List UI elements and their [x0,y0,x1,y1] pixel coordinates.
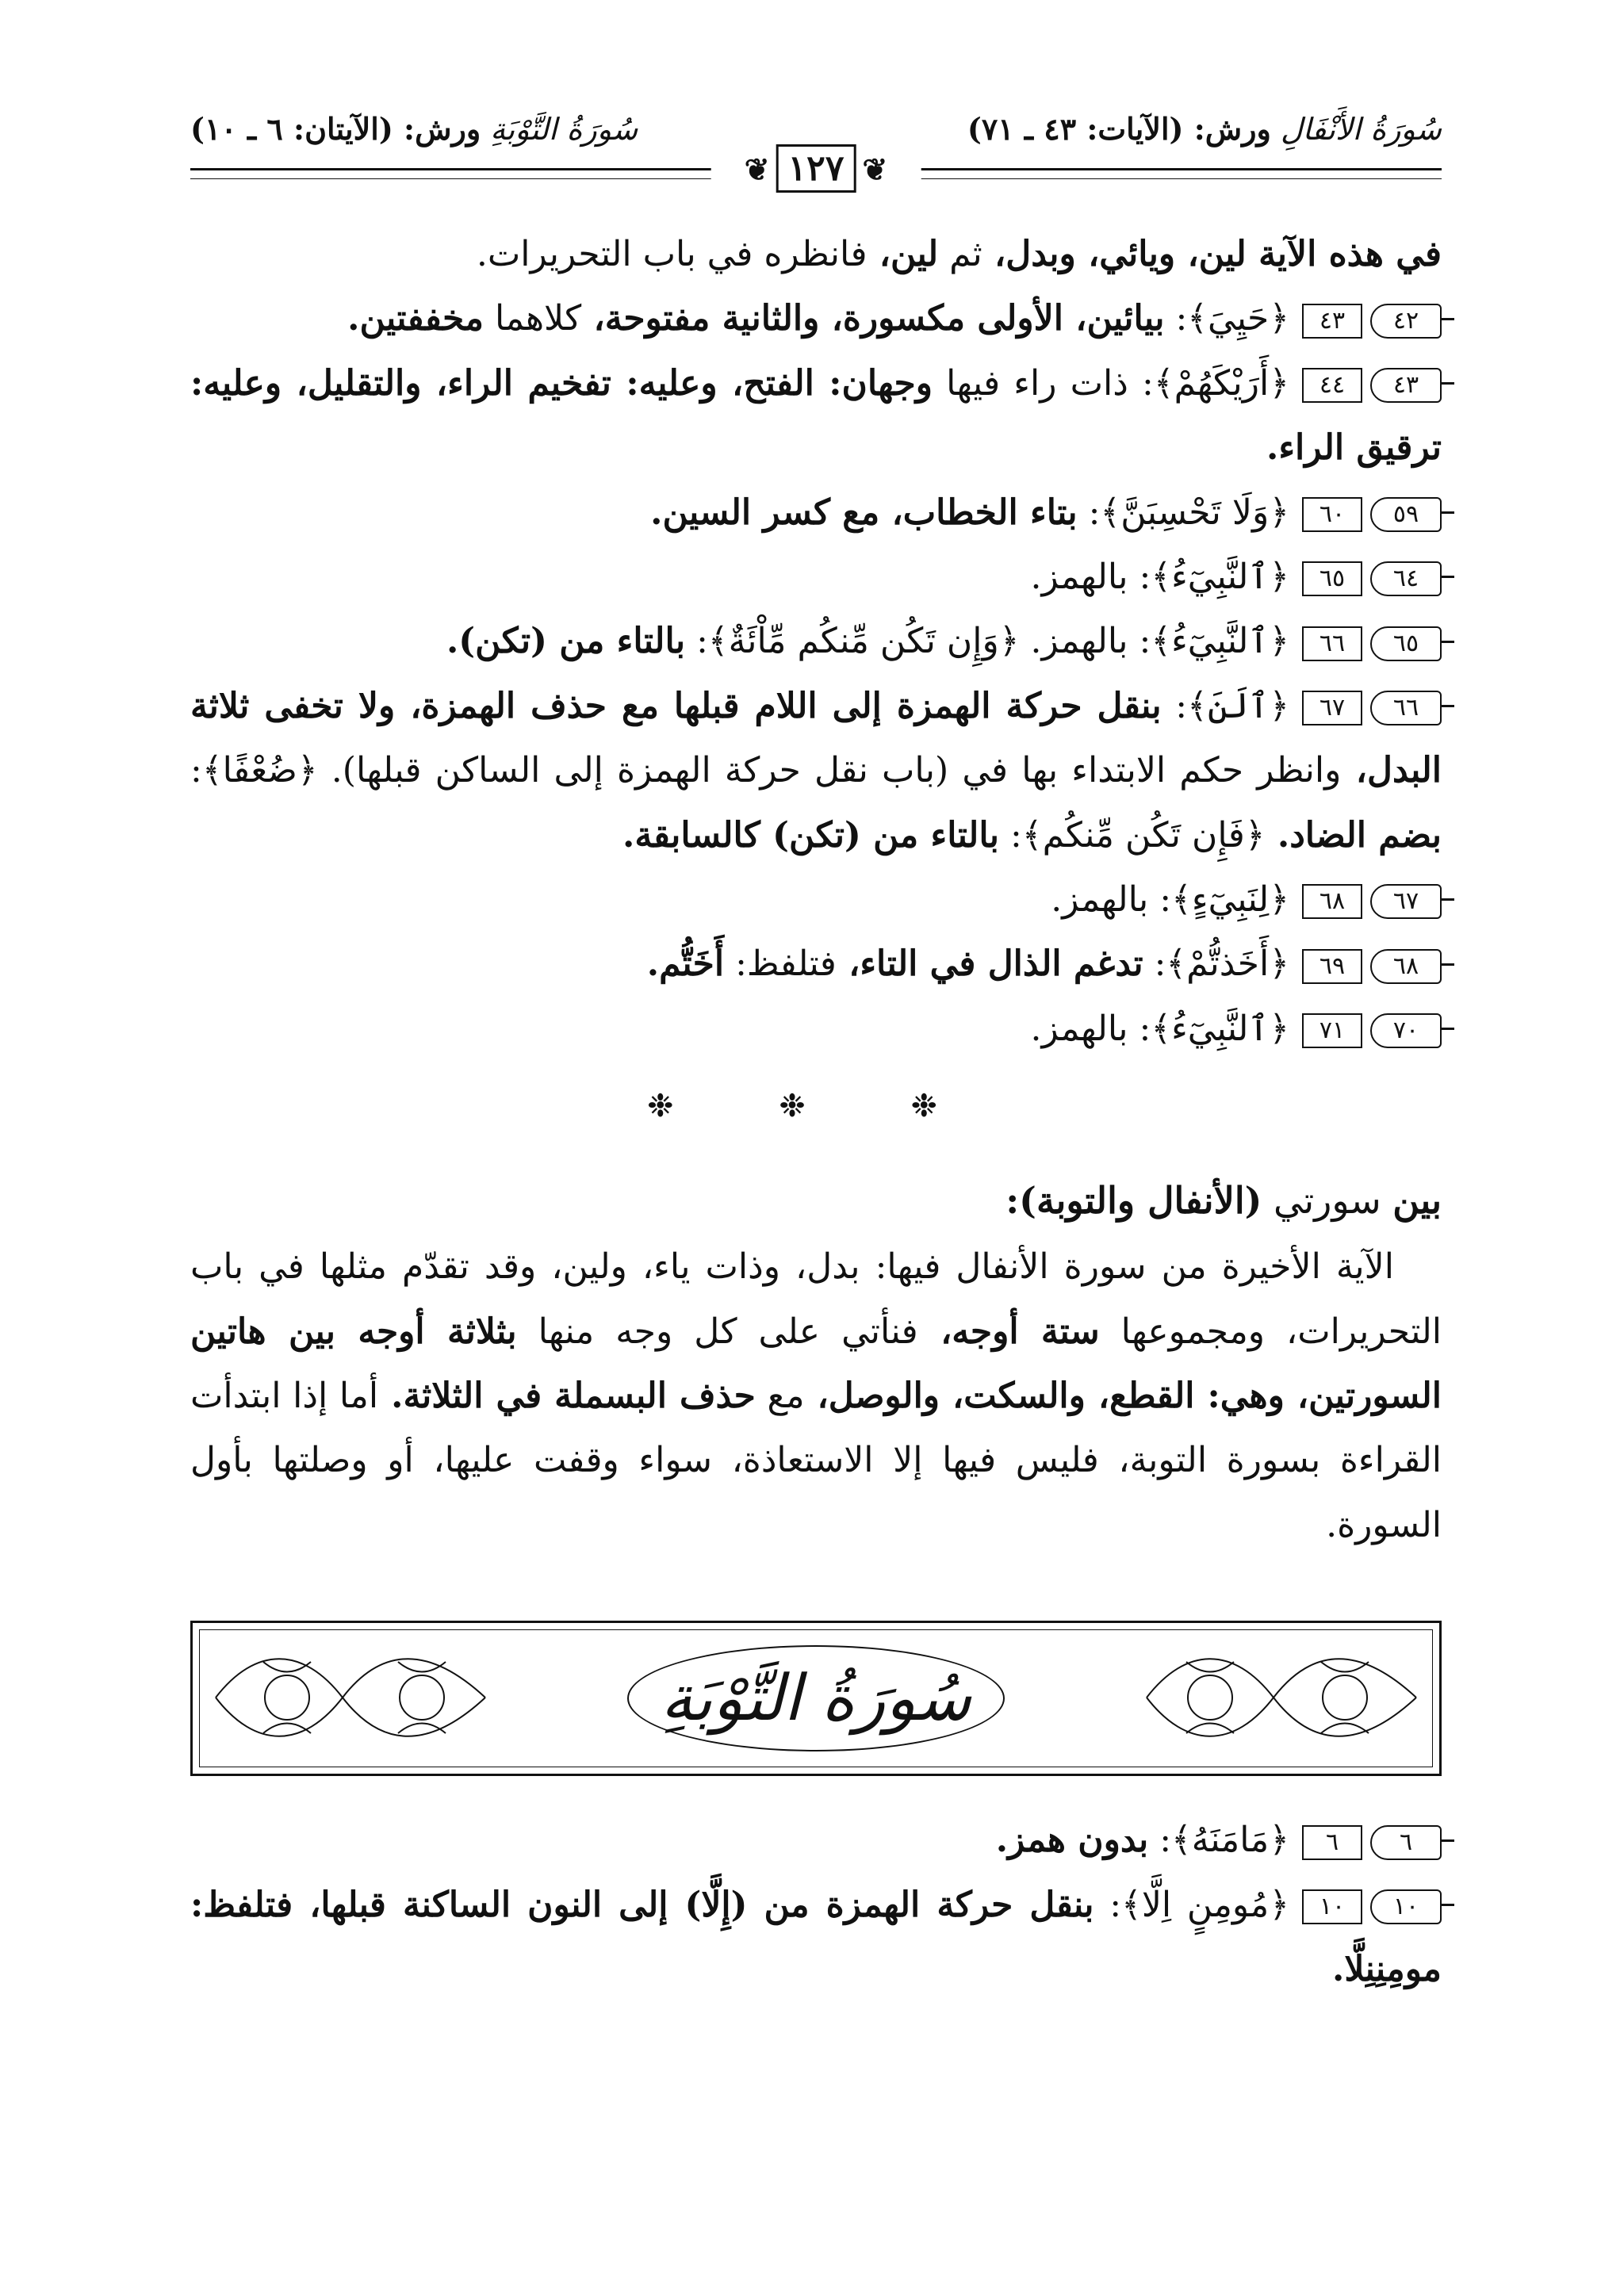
header-right-text: ورش: (الآيات: ٤٣ ـ ٧١) [967,111,1271,147]
verse-marker [1302,949,1442,984]
sura-name-anfal: سُورَةُ الأَنْفَالِ [1280,112,1442,147]
text-run: ﴿ٱلنَّبِيٓءُ﴾: بالهمز. ﴿وَإِن تَكُن مِّنكُم مِّاْئَةٌ﴾: [685,621,1289,662]
text-run: وبدل، [982,234,1076,274]
text-run: في هذه الآية [1246,234,1442,274]
section-heading-bold: (الأنفال والتوبة): [1005,1179,1262,1223]
verse-marker [1302,561,1442,596]
section-divider-stars: ❉ ❉ ❉ [647,1088,985,1125]
text-run: ﴿أَرَيْكَهُمْ﴾: ذات راء فيها [933,362,1289,404]
verse-number-madani: ٤٣ [1370,368,1442,403]
text-run: بدون همز. [995,1820,1149,1861]
tawbah-entry [190,1873,1442,2002]
text-run: ستة أوجه، [917,1311,1100,1352]
text-run: فتلفظ: [724,944,837,985]
text-run: مع [755,1375,805,1416]
verse-number-madani: ٦ [1370,1825,1442,1860]
header-left [190,111,638,147]
text-run: ويائي، [1075,234,1176,274]
text-run: ﴿ٱلَنَ﴾: [1161,685,1290,726]
text-run: أَخَتُّم. [646,944,725,985]
text-run: بنقل حركة الهمزة من (إِلَّا) إلى النون الساكنة قبلها، فتلفظ: مومِنِنِلَّا. [190,1884,1442,1989]
verse-marker [1302,1825,1442,1860]
verse-number-kufi: ٦٨ [1302,884,1362,919]
text-run: حذف البسملة في الثلاثة. [378,1375,756,1416]
verse-number-kufi: ٧١ [1302,1013,1362,1048]
verse-marker [1302,497,1442,532]
text-run: بثلاثة أوجه بين هاتين السورتين، وهي: القطع، والسكت، والوصل، [190,1311,1442,1416]
verse-number-kufi: ٦ [1302,1825,1362,1860]
text-run: تدغم الذال في التاء، [836,944,1143,985]
verse-number-kufi: ٦٦ [1302,626,1362,661]
anfal-entry [190,609,1442,673]
text-run: ﴿لِنَبِيٓءٍ﴾: بالهمز. [1051,879,1289,920]
verse-number-madani: ٧٠ [1370,1013,1442,1048]
sura-name-tawbah: سُورَةُ التَّوْبَةِ [490,112,638,147]
text-run: ثم [938,234,982,274]
text-run: الآية الأخيرة من سورة الأنفال فيها: بدل، وذات ياء، ولين، وقد تقدّم مثلها في باب التحريرات، ومجموعها [190,1246,1442,1352]
text-run: بالتاء من (تكن) كالسابقة. [622,814,999,856]
text-run: بالتاء من (تكن). [446,621,686,662]
text-run: لين، [1175,234,1247,274]
text-run: وانظر حكم الابتداء بها في (باب نقل حركة الهمزة إلى الساكن قبلها). ﴿ضُعْفًا﴾: [190,750,1342,791]
verse-number-madani: ٦٧ [1370,884,1442,919]
anfal-entry [190,674,1442,867]
text-run: ﴿ٱلنَّبِيٓءُ﴾: بالهمز. [1030,1008,1289,1049]
verse-number-madani: ٦٥ [1370,626,1442,661]
tawbah-entries [190,1808,1442,2001]
tawbah-entry [190,1808,1442,1872]
verse-number-madani: ٥٩ [1370,497,1442,532]
page-content [190,222,1442,2001]
anfal-entry [190,286,1442,350]
verse-marker [1302,1889,1442,1924]
verse-number-madani: ١٠ [1370,1889,1442,1924]
verse-number-madani: ٤٢ [1370,304,1442,339]
text-run: ﴿مُومِنٍ اِلَّا﴾: [1094,1884,1289,1925]
anfal-entry [190,545,1442,609]
sura-banner [190,1621,1442,1776]
sura-banner-frame [199,1629,1433,1767]
anfal-entry [190,932,1442,996]
text-run: ﴿حَيِيَ﴾: [1164,298,1289,339]
anfal-entries [190,222,1442,1061]
text-run: كلاهما [483,298,582,339]
section-heading-prefix: بين [1392,1179,1442,1223]
verse-marker [1302,884,1442,919]
verse-number-kufi: ٦٧ [1302,691,1362,725]
arabesque-left-icon [208,1638,493,1757]
verse-number-kufi: ٦٥ [1302,561,1362,596]
text-run: بتاء الخطاب، مع كسر السين. [650,492,1078,533]
verse-marker [1302,304,1442,339]
verse-marker [1302,368,1442,403]
text-run: بنقل حركة الهمزة إلى اللام قبلها مع حذف الهمزة، ولا تخفى ثلاثة البدل، [190,685,1442,791]
section-heading [190,1167,1442,1235]
anfal-entry [190,222,1442,286]
text-run: ﴿ٱلنَّبِيٓءُ﴾: بالهمز. [1030,556,1289,597]
verse-marker [1302,626,1442,661]
text-run: بيائين، الأولى مكسورة، والثانية مفتوحة، [581,298,1165,339]
text-run: ﴿مَامَنَهُ﴾: [1148,1820,1289,1861]
verse-number-kufi: ٦٠ [1302,497,1362,532]
ornament-icon: ❦ [862,151,888,187]
verse-number-kufi: ١٠ [1302,1889,1362,1924]
verse-number-kufi: ٦٩ [1302,949,1362,984]
verse-number-kufi: ٤٤ [1302,368,1362,403]
header-left-text: ورش: (الآيتان: ٦ ـ ١٠) [190,111,481,147]
anfal-entry [190,997,1442,1061]
section-heading-mid: سورتي [1262,1179,1393,1223]
text-run: مخففتين. [347,298,484,339]
text-run: أما إذا ابتدأت القراءة بسورة التوبة، فليس فيها إلا الاستعاذة، سواء وقفت عليها، أو وصلتها بأول السورة. [190,1375,1442,1545]
verse-number-madani: ٦٤ [1370,561,1442,596]
verse-marker [1302,691,1442,725]
verse-marker [1302,1013,1442,1048]
text-run: وجهان: الفتح، وعليه: تفخيم الراء، والتقليل، وعليه: ترقيق الراء. [190,362,1442,469]
verse-number-kufi: ٤٣ [1302,304,1362,339]
text-run: ﴿أَخَذتُّمْ﴾: [1143,944,1289,985]
text-run: لين، [867,234,939,274]
anfal-entry [190,867,1442,932]
ornament-icon: ❦ [744,151,770,187]
anfal-entry [190,351,1442,480]
text-run: فنأتي على كل وجه منها [516,1311,918,1352]
anfal-entry [190,480,1442,545]
text-run: بضم الضاد. [1265,814,1442,856]
sura-banner-title: سُورَةُ التَّوْبَةِ [627,1645,1005,1751]
section-paragraph [190,1235,1442,1557]
book-page [190,0,1442,2293]
verse-number-madani: ٦٨ [1370,949,1442,984]
text-run: ﴿وَلَا تَحْسِبَنَّ﴾: [1077,492,1289,533]
arabesque-right-icon [1139,1638,1424,1757]
page-number [711,144,921,193]
text-run: فانظره في باب التحريرات. [476,234,868,274]
page-number-box: ١٢٧ [776,144,856,193]
text-run: ﴿فَإِن تَكُن مِّنكُم﴾: [998,814,1266,856]
header-right [967,111,1442,147]
verse-number-madani: ٦٦ [1370,691,1442,725]
